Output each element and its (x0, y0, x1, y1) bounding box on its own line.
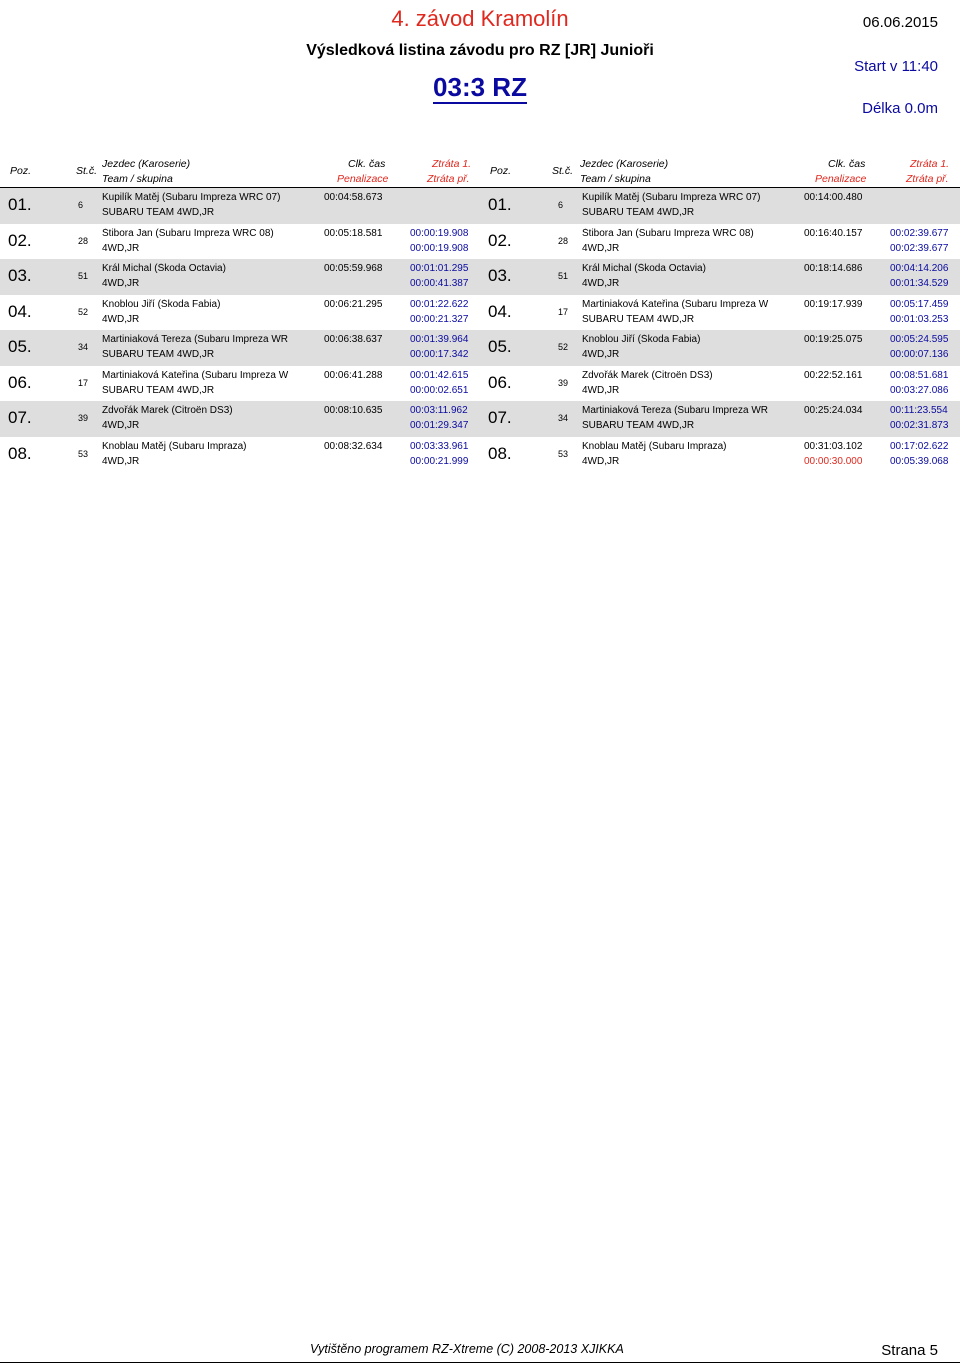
start-number: 34 (558, 413, 569, 423)
gap-to-first: 00:01:39.964 (410, 334, 469, 345)
driver-name: Knoblau Matěj (Subaru Impraza) (102, 440, 247, 452)
footer-divider (0, 1362, 960, 1363)
gap-to-first: 00:01:01.295 (410, 263, 469, 274)
team-name: 4WD,JR (102, 455, 140, 467)
gap-to-previous: 00:01:03.253 (890, 313, 949, 325)
table-row (0, 188, 480, 224)
total-time: 00:31:03.102 (804, 440, 863, 452)
gap-to-previous: 00:01:34.529 (890, 278, 949, 289)
position: 02. (488, 230, 512, 250)
total-time: 00:08:32.634 (324, 440, 383, 452)
position: 07. (8, 408, 32, 427)
driver-name: Knoblau Matěj (Subaru Impraza) (582, 440, 727, 452)
start-number: 52 (78, 306, 89, 317)
total-time: 00:06:38.637 (324, 334, 383, 345)
total-time: 00:06:41.288 (324, 369, 383, 381)
total-time: 00:16:40.157 (804, 227, 863, 239)
header-penalty: Penalizace (337, 173, 389, 185)
position: 06. (488, 372, 512, 392)
gap-to-first: 00:01:42.615 (410, 369, 469, 381)
header-gap-prev: Ztráta př. (427, 173, 470, 185)
table-row (480, 259, 960, 295)
driver-name: Štibora Jan (Subaru Impreza WRC 08) (102, 227, 274, 239)
start-number: 53 (558, 448, 569, 459)
driver-name: Kupilík Matěj (Subaru Impreza WRC 07) (102, 192, 281, 203)
table-row (480, 295, 960, 331)
team-name: 4WD,JR (102, 420, 140, 431)
start-number: 6 (78, 200, 84, 210)
team-name: 4WD,JR (582, 455, 620, 467)
table-row (0, 224, 480, 260)
team-name: 4WD,JR (582, 384, 620, 396)
event-title: 4. závod Kramolín (391, 6, 569, 31)
header-num: St.č. (76, 165, 98, 177)
gap-to-first: 00:00:19.908 (410, 227, 469, 239)
header-pos: Poz. (10, 165, 32, 177)
driver-name: Knoblou Jiří (Škoda Fabia) (102, 298, 221, 310)
gap-to-previous: 00:05:39.068 (890, 455, 949, 467)
table-row (0, 401, 480, 437)
gap-to-previous: 00:02:39.677 (890, 242, 949, 254)
total-time: 00:08:10.635 (324, 405, 383, 416)
total-time: 00:18:14.686 (804, 263, 863, 274)
position: 06. (8, 372, 32, 392)
position: 01. (8, 195, 32, 214)
driver-name: Král Michal (Škoda Octavia) (582, 263, 706, 274)
table-header (480, 150, 960, 188)
results-subtitle: Výsledková listina závodu pro RZ [JR] Junioři (306, 42, 654, 59)
team-name: SUBARU TEAM 4WD,JR (102, 207, 215, 218)
total-time: 00:06:21.295 (324, 298, 383, 310)
stage-title-text: 03:3 RZ (433, 72, 527, 102)
position: 05. (8, 337, 32, 356)
total-time: 00:19:25.075 (804, 334, 863, 345)
gap-to-previous: 00:00:02.651 (410, 384, 469, 396)
gap-to-previous: 00:00:41.387 (410, 278, 469, 289)
gap-to-previous: 00:00:07.136 (890, 349, 949, 360)
team-name: SUBARU TEAM 4WD,JR (582, 207, 695, 218)
start-number: 34 (78, 342, 89, 352)
start-number: 53 (78, 448, 89, 459)
team-name: SUBARU TEAM 4WD,JR (582, 313, 695, 325)
position: 03. (488, 266, 512, 285)
header-time: Clk. čas (828, 158, 866, 170)
header-pos: Poz. (490, 165, 512, 177)
gap-to-first: 00:05:17.459 (890, 298, 949, 310)
table-row (0, 366, 480, 402)
start-number: 17 (78, 377, 89, 388)
team-name: SUBARU TEAM 4WD,JR (102, 349, 215, 360)
table-row (480, 330, 960, 366)
table-row (0, 437, 480, 473)
table-row (0, 259, 480, 295)
results-column-left (0, 150, 480, 472)
header-team: Team / skupina (580, 173, 651, 185)
start-number: 51 (78, 271, 89, 281)
event-date: 06.06.2015 (862, 14, 938, 31)
gap-to-previous: 00:03:27.086 (890, 384, 949, 396)
start-number: 52 (558, 342, 569, 352)
total-time: 00:05:18.581 (324, 227, 383, 239)
header-time: Clk. čas (348, 158, 386, 170)
driver-name: Zdvořák Marek (Citroën DS3) (582, 369, 713, 381)
team-name: SUBARU TEAM 4WD,JR (582, 420, 695, 431)
driver-name: Martiniaková Tereza (Subaru Impreza WR (102, 334, 288, 345)
driver-name: Zdvořák Marek (Citroën DS3) (102, 405, 233, 416)
table-row (0, 330, 480, 366)
total-time: 00:22:52.161 (804, 369, 863, 381)
results-column-right (480, 150, 960, 472)
table-row (480, 437, 960, 473)
header-gap-first: Ztráta 1. (910, 158, 950, 170)
position: 07. (488, 408, 512, 427)
start-number: 28 (558, 235, 569, 246)
gap-to-previous: 00:00:17.342 (410, 349, 469, 360)
header-num: St.č. (552, 165, 574, 177)
total-time: 00:04:58.673 (324, 192, 383, 203)
total-time: 00:19:17.939 (804, 298, 863, 310)
start-number: 17 (558, 306, 569, 317)
gap-to-previous: 00:02:31.873 (890, 420, 949, 431)
team-name: SUBARU TEAM 4WD,JR (102, 384, 215, 396)
results-rows-right (480, 188, 960, 472)
position: 08. (488, 443, 512, 463)
header-penalty: Penalizace (815, 173, 867, 185)
team-name: 4WD,JR (102, 313, 140, 325)
team-name: 4WD,JR (102, 278, 140, 289)
position: 03. (8, 266, 32, 285)
results-rows-left (0, 188, 480, 472)
gap-to-first: 00:17:02.622 (890, 440, 949, 452)
gap-to-first: 00:08:51.681 (890, 369, 949, 381)
gap-to-previous: 00:00:21.327 (410, 313, 469, 325)
gap-to-first: 00:01:22.622 (410, 298, 469, 310)
gap-to-first: 00:11:23.554 (890, 405, 948, 416)
start-number: 6 (558, 200, 564, 210)
total-time: 00:05:59.968 (324, 263, 383, 274)
penalty: 00:00:30.000 (804, 455, 863, 467)
gap-to-previous: 00:00:19.908 (410, 242, 469, 254)
stage-length: Délka 0.0m (862, 100, 938, 117)
position: 01. (488, 195, 512, 214)
table-row (0, 295, 480, 331)
driver-name: Kupilík Matěj (Subaru Impreza WRC 07) (582, 192, 761, 203)
start-number: 39 (78, 413, 89, 423)
team-name: 4WD,JR (102, 242, 140, 254)
gap-to-first: 00:05:24.595 (890, 334, 949, 345)
gap-to-previous: 00:01:29.347 (410, 420, 469, 431)
position: 04. (8, 301, 32, 321)
position: 05. (488, 337, 512, 356)
start-time: Start v 11:40 (854, 58, 938, 75)
driver-name: Martiniaková Tereza (Subaru Impreza WR (582, 405, 768, 416)
start-number: 39 (558, 377, 569, 388)
start-number: 28 (78, 235, 89, 246)
header-driver: Jezdec (Karoserie) (580, 158, 669, 170)
driver-name: Knoblou Jiří (Škoda Fabia) (582, 334, 701, 345)
team-name: 4WD,JR (582, 242, 620, 254)
table-row (480, 224, 960, 260)
start-number: 51 (558, 271, 569, 281)
gap-to-first: 00:03:33.961 (410, 440, 469, 452)
position: 08. (8, 443, 32, 463)
table-row (480, 188, 960, 224)
page-number: Strana 5 (881, 1342, 938, 1359)
header-gap-prev: Ztráta př. (906, 173, 949, 185)
driver-name: Štibora Jan (Subaru Impreza WRC 08) (582, 227, 754, 239)
team-name: 4WD,JR (582, 349, 620, 360)
driver-name: Martiniaková Kateřina (Subaru Impreza W (582, 298, 769, 310)
header-team: Team / skupina (102, 173, 173, 185)
team-name: 4WD,JR (582, 278, 620, 289)
position: 04. (488, 301, 512, 321)
total-time: 00:14:00.480 (804, 192, 863, 203)
gap-to-first: 00:03:11.962 (410, 405, 468, 416)
gap-to-previous: 00:00:21.999 (410, 455, 469, 467)
table-row (480, 366, 960, 402)
header-gap-first: Ztráta 1. (432, 158, 472, 170)
stage-title (0, 72, 960, 103)
total-time: 00:25:24.034 (804, 405, 863, 416)
printed-by: Vytištěno programem RZ-Xtreme (C) 2008-2013 XJIKKA (310, 1342, 624, 1356)
header-driver: Jezdec (Karoserie) (102, 158, 191, 170)
table-header (0, 150, 480, 188)
gap-to-first: 00:02:39.677 (890, 227, 949, 239)
driver-name: Martiniaková Kateřina (Subaru Impreza W (102, 369, 289, 381)
gap-to-first: 00:04:14.206 (890, 263, 949, 274)
driver-name: Král Michal (Škoda Octavia) (102, 263, 226, 274)
position: 02. (8, 230, 32, 250)
table-row (480, 401, 960, 437)
